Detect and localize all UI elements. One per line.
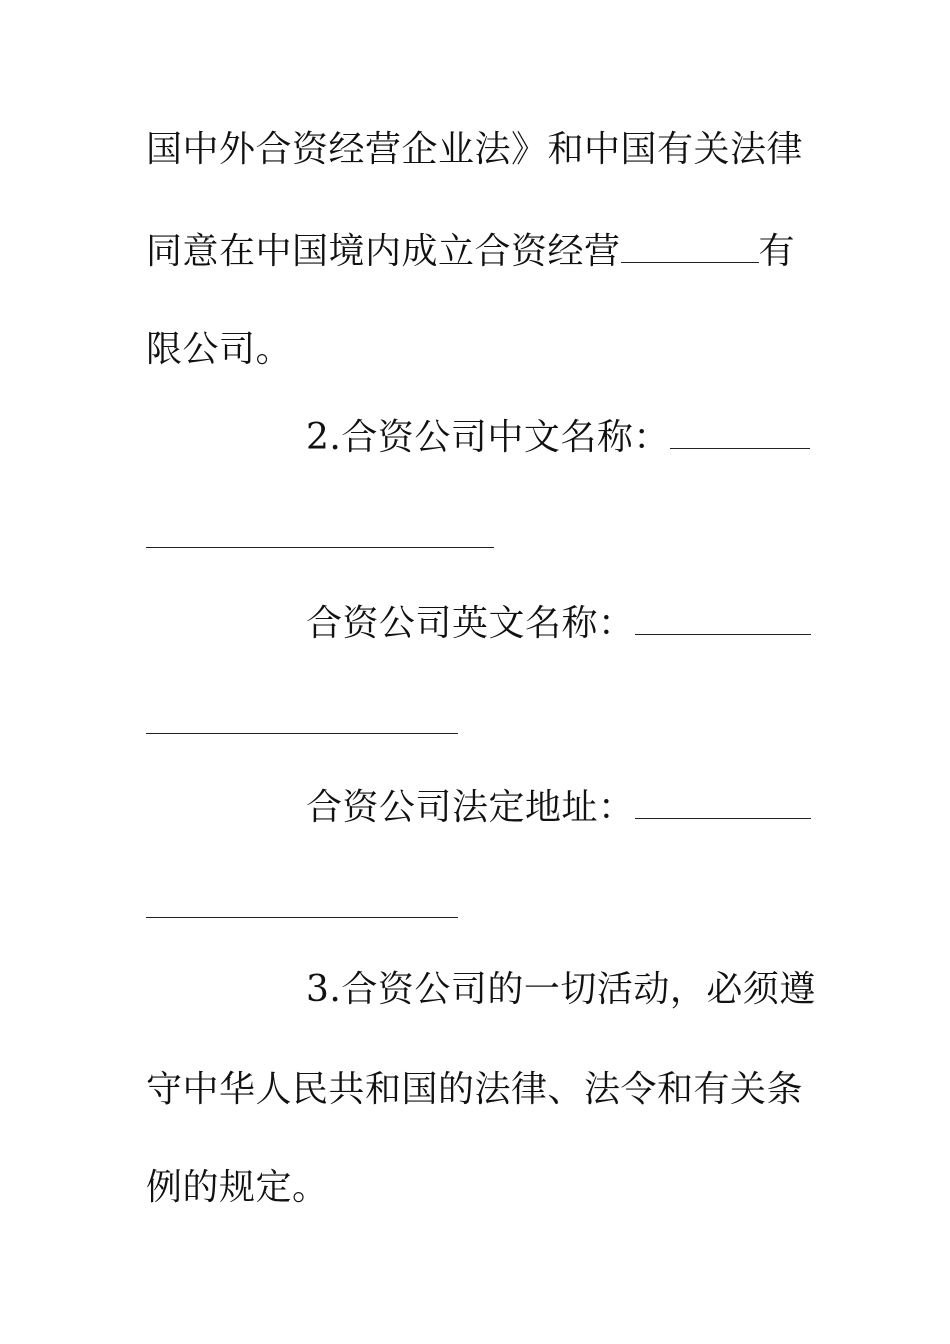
paragraph-text: 同意在中国境内成立合资经营 [146,231,621,272]
article-3-line-1 [306,968,816,1012]
paragraph-line-1 [146,128,806,172]
legal-address-field [306,784,806,830]
paragraph-text: 守中华人民共和国的法律、法令和有关条 [146,1069,804,1110]
company-name-blank [621,228,759,263]
paragraph-line-2 [146,228,806,274]
paragraph-text-tail: 有 [758,231,796,272]
chinese-name-blank-continuation [146,547,494,548]
legal-address-label: 合资公司法定地址： [306,787,635,828]
paragraph-line-3 [146,328,806,372]
legal-address-blank [635,784,811,819]
article-3-line-2 [146,1068,806,1112]
chinese-name-field [306,414,806,460]
paragraph-text: 限公司。 [146,329,293,370]
paragraph-text: 例的规定。 [146,1167,329,1208]
paragraph-text: 国中外合资经营企业法》和中国有关法律 [146,129,804,170]
legal-address-blank-continuation [146,917,458,918]
english-name-blank [635,600,811,635]
paragraph-text: 3.合资公司的一切活动，必须遵 [306,969,816,1010]
article-3-line-3 [146,1166,806,1210]
chinese-name-blank [670,414,810,449]
english-name-field [306,600,806,646]
chinese-name-label: 2.合资公司中文名称： [306,417,670,458]
english-name-blank-continuation [146,733,458,734]
english-name-label: 合资公司英文名称： [306,603,635,644]
